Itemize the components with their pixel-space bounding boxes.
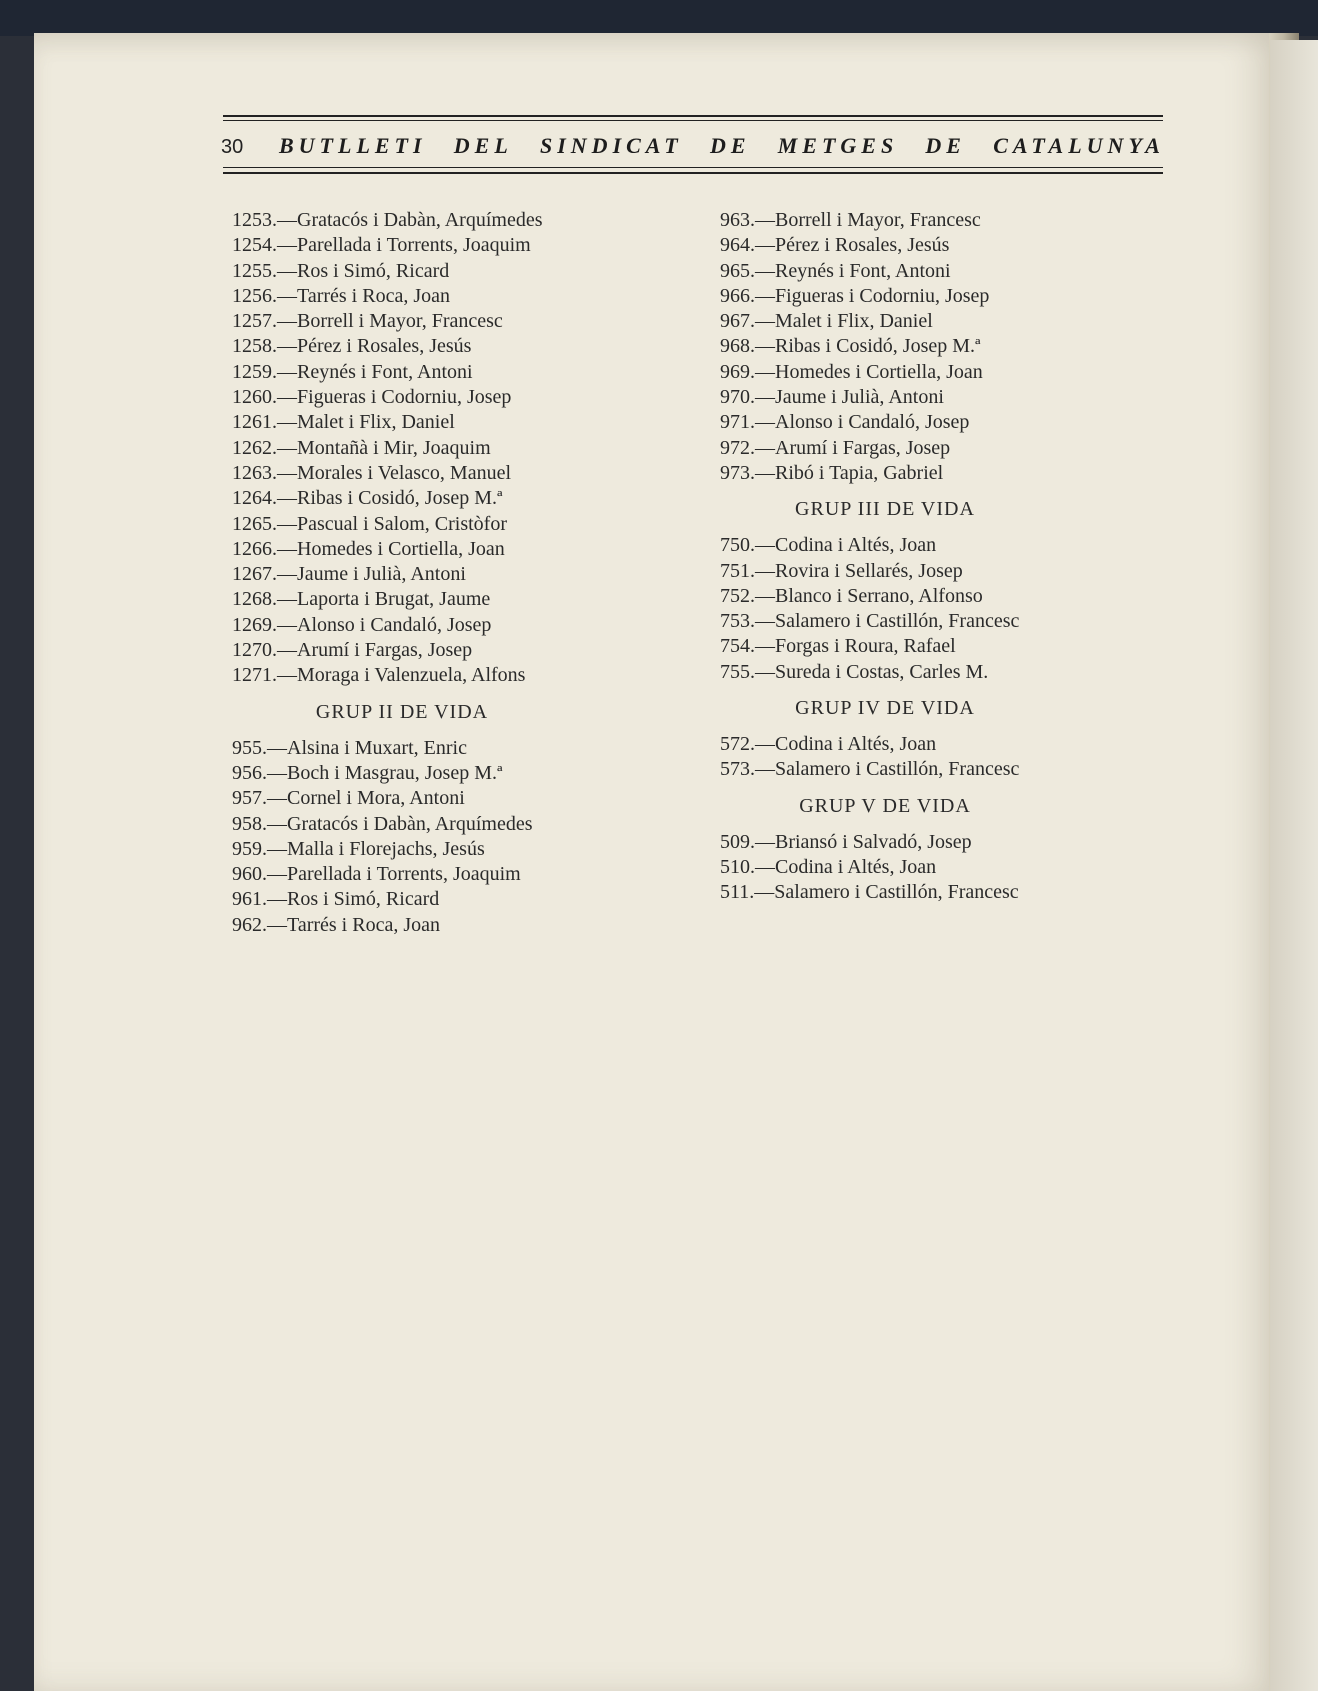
entry-name: —Jaume i Julià, Antoni (277, 563, 466, 586)
entry-number: 968. (720, 335, 755, 358)
list-item (232, 284, 632, 309)
list-item (232, 512, 632, 537)
entry-list (720, 533, 1120, 685)
entry-name: —Alonso i Candaló, Josep (755, 411, 970, 434)
entry-number: 970. (720, 386, 755, 409)
entry-name: —Pascual i Salom, Cristòfor (277, 512, 507, 535)
entry-number: 955. (232, 736, 267, 759)
entry-number: 956. (232, 761, 267, 784)
entry-name: —Forgas i Roura, Rafael (755, 635, 956, 658)
entry-name: —Codina i Altés, Joan (755, 733, 937, 756)
page-number: 30 (221, 136, 244, 158)
entry-number: 1270. (232, 639, 277, 662)
entry-name: —Moraga i Valenzuela, Alfons (277, 664, 526, 687)
list-item (232, 761, 632, 786)
entry-number: 1259. (232, 360, 277, 383)
page-header (187, 91, 1165, 187)
header-rule-bottom (223, 172, 1163, 174)
entry-name: —Ribas i Cosidó, Josep M.ª (277, 487, 503, 510)
entry-name: —Figueras i Codorniu, Josep (755, 284, 990, 307)
list-item (232, 913, 632, 938)
title-word: DEL (453, 133, 513, 158)
entry-name: —Laporta i Brugat, Jaume (277, 588, 491, 611)
title-word: CATALUNYA (993, 133, 1165, 158)
header-rule-top (223, 115, 1163, 117)
list-item (232, 360, 632, 385)
entry-number: 973. (720, 461, 755, 484)
entry-number: 1267. (232, 563, 277, 586)
list-item (720, 559, 1120, 584)
entry-number: 755. (720, 660, 755, 683)
entry-number: 751. (720, 559, 755, 582)
list-item (720, 259, 1120, 284)
entry-number: 972. (720, 436, 755, 459)
entry-number: 1271. (232, 664, 277, 687)
list-item (232, 461, 632, 486)
entry-name: —Pérez i Rosales, Jesús (277, 335, 472, 358)
entry-number: 960. (232, 863, 267, 886)
entry-number: 1268. (232, 588, 277, 611)
list-item (720, 385, 1120, 410)
entry-name: —Homedes i Cortiella, Joan (277, 537, 505, 560)
entry-name: —Gratacós i Dabàn, Arquímedes (277, 209, 543, 231)
list-item (232, 587, 632, 612)
entry-name: —Gratacós i Dabàn, Arquímedes (267, 812, 533, 835)
list-item (232, 638, 632, 663)
right-column (720, 208, 1120, 906)
list-item (232, 562, 632, 587)
header-row (221, 133, 1165, 159)
entry-number: 509. (720, 830, 755, 853)
entry-name: —Arumí i Fargas, Josep (755, 436, 951, 459)
entry-name: —Reynés i Font, Antoni (755, 259, 951, 282)
list-item (232, 486, 632, 511)
entry-number: 752. (720, 584, 755, 607)
title-word: BUTLLETI (279, 133, 427, 158)
entry-name: —Salamero i Castillón, Francesc (755, 758, 1020, 781)
list-item (232, 812, 632, 837)
list-item (232, 613, 632, 638)
entry-list (720, 208, 1120, 486)
list-item (232, 208, 632, 233)
entry-list (232, 736, 632, 938)
list-item (720, 830, 1120, 855)
entry-name: —Arumí i Fargas, Josep (277, 639, 473, 662)
entry-number: 969. (720, 360, 755, 383)
title-word: METGES (777, 133, 899, 158)
scan-background (0, 0, 1318, 36)
list-item (720, 360, 1120, 385)
list-item (720, 284, 1120, 309)
list-item (720, 436, 1120, 461)
entry-name: —Homedes i Cortiella, Joan (755, 360, 983, 383)
entry-number: 1262. (232, 436, 277, 459)
entry-number: 750. (720, 534, 755, 557)
facing-page-edge (1270, 40, 1318, 1691)
list-item (720, 634, 1120, 659)
entry-number: 1261. (232, 411, 277, 434)
list-item (232, 736, 632, 761)
entry-name: —Tarrés i Roca, Joan (277, 284, 450, 307)
entry-name: —Figueras i Codorniu, Josep (277, 386, 512, 409)
list-item (720, 757, 1120, 782)
entry-name: —Malet i Flix, Daniel (277, 411, 455, 434)
entry-name: —Montañà i Mir, Joaquim (277, 436, 491, 459)
list-item (232, 887, 632, 912)
entry-number: 1255. (232, 259, 277, 282)
entry-number: 1258. (232, 335, 277, 358)
entry-name: —Ros i Simó, Ricard (267, 888, 440, 911)
entry-name: —Borrell i Mayor, Francesc (755, 209, 981, 231)
entry-number: 1263. (232, 461, 277, 484)
entry-number: 1269. (232, 613, 277, 636)
entry-name: —Morales i Velasco, Manuel (277, 461, 512, 484)
list-item (232, 334, 632, 359)
list-item (232, 436, 632, 461)
list-item (232, 410, 632, 435)
list-item (232, 233, 632, 258)
entry-name: —Jaume i Julià, Antoni (755, 386, 944, 409)
entry-number: 1265. (232, 512, 277, 535)
list-item (720, 732, 1120, 757)
entry-number: 1257. (232, 310, 277, 333)
entry-number: 1266. (232, 537, 277, 560)
list-item (720, 533, 1120, 558)
entry-name: —Blanco i Serrano, Alfonso (755, 584, 983, 607)
list-item (720, 410, 1120, 435)
entry-number: 959. (232, 837, 267, 860)
header-rule-top-thin (223, 120, 1163, 121)
left-column (232, 208, 632, 938)
entry-number: 967. (720, 310, 755, 333)
entry-name: —Ribó i Tapia, Gabriel (755, 461, 944, 484)
entry-name: —Sureda i Costas, Carles M. (755, 660, 989, 683)
entry-number: 754. (720, 635, 755, 658)
entry-name: —Rovira i Sellarés, Josep (755, 559, 963, 582)
entry-number: 961. (232, 888, 267, 911)
list-item (232, 537, 632, 562)
list-item (720, 233, 1120, 258)
entry-number: 1254. (232, 234, 277, 257)
list-item (232, 786, 632, 811)
entry-number: 966. (720, 284, 755, 307)
entry-number: 962. (232, 913, 267, 936)
entry-name: —Codina i Altés, Joan (755, 534, 937, 557)
list-item (720, 855, 1120, 880)
list-item (232, 663, 632, 688)
entry-number: 511. (720, 881, 755, 904)
entry-name: —Malet i Flix, Daniel (755, 310, 933, 333)
entry-number: 572. (720, 733, 755, 756)
group-ii-title: GRUP II DE VIDA (315, 700, 489, 723)
entry-name: —Ribas i Cosidó, Josep M.ª (755, 335, 981, 358)
entry-number: 1264. (232, 487, 277, 510)
entry-number: 957. (232, 787, 267, 810)
entry-name: —Ros i Simó, Ricard (277, 259, 450, 282)
entry-number: 971. (720, 411, 755, 434)
list-item (720, 208, 1120, 233)
entry-list (232, 208, 632, 689)
entry-number: 1256. (232, 284, 277, 307)
entry-name: —Reynés i Font, Antoni (277, 360, 473, 383)
entry-number: 1253. (232, 209, 277, 231)
entry-name: —Tarrés i Roca, Joan (267, 913, 440, 936)
entry-number: 958. (232, 812, 267, 835)
entry-number: 965. (720, 259, 755, 282)
entry-list (720, 830, 1120, 906)
list-item (720, 334, 1120, 359)
title-word: DE (925, 133, 966, 158)
entry-number: 510. (720, 855, 755, 878)
title-word: DE (709, 133, 751, 158)
group-v-title: GRUP V DE VIDA (799, 794, 971, 817)
entry-number: 1260. (232, 386, 277, 409)
entry-name: —Malla i Florejachs, Jesús (267, 837, 485, 860)
entry-number: 573. (720, 758, 755, 781)
entry-name: —Salamero i Castillón, Francesc (754, 881, 1019, 904)
entry-list (720, 732, 1120, 783)
header-rule-bottom-thin (223, 167, 1163, 168)
list-item (720, 461, 1120, 486)
list-item (232, 837, 632, 862)
entry-name: —Boch i Masgrau, Josep M.ª (267, 761, 503, 784)
journal-title (279, 133, 1165, 159)
group-iv-title: GRUP IV DE VIDA (795, 697, 975, 720)
list-item (720, 584, 1120, 609)
list-item (232, 862, 632, 887)
list-item (232, 385, 632, 410)
list-item (720, 309, 1120, 334)
entry-name: —Borrell i Mayor, Francesc (277, 310, 503, 333)
entry-name: —Alonso i Candaló, Josep (277, 613, 492, 636)
list-item (720, 880, 1120, 905)
list-item (232, 259, 632, 284)
entry-name: —Cornel i Mora, Antoni (267, 787, 465, 810)
entry-name: —Codina i Altés, Joan (755, 855, 937, 878)
group-iii-title: GRUP III DE VIDA (795, 498, 975, 521)
list-item (720, 609, 1120, 634)
entry-name: —Alsina i Muxart, Enric (267, 736, 467, 759)
entry-name: —Salamero i Castillón, Francesc (755, 610, 1020, 633)
entry-name: —Pérez i Rosales, Jesús (755, 234, 950, 257)
entry-name: —Parellada i Torrents, Joaquim (277, 234, 531, 257)
title-word: SINDICAT (540, 133, 683, 158)
list-item (232, 309, 632, 334)
entry-name: —Parellada i Torrents, Joaquim (267, 863, 521, 886)
list-item (720, 660, 1120, 685)
entry-number: 753. (720, 610, 755, 633)
entry-name: —Briansó i Salvadó, Josep (755, 830, 972, 853)
entry-number: 964. (720, 234, 755, 257)
entry-number: 963. (720, 209, 755, 231)
